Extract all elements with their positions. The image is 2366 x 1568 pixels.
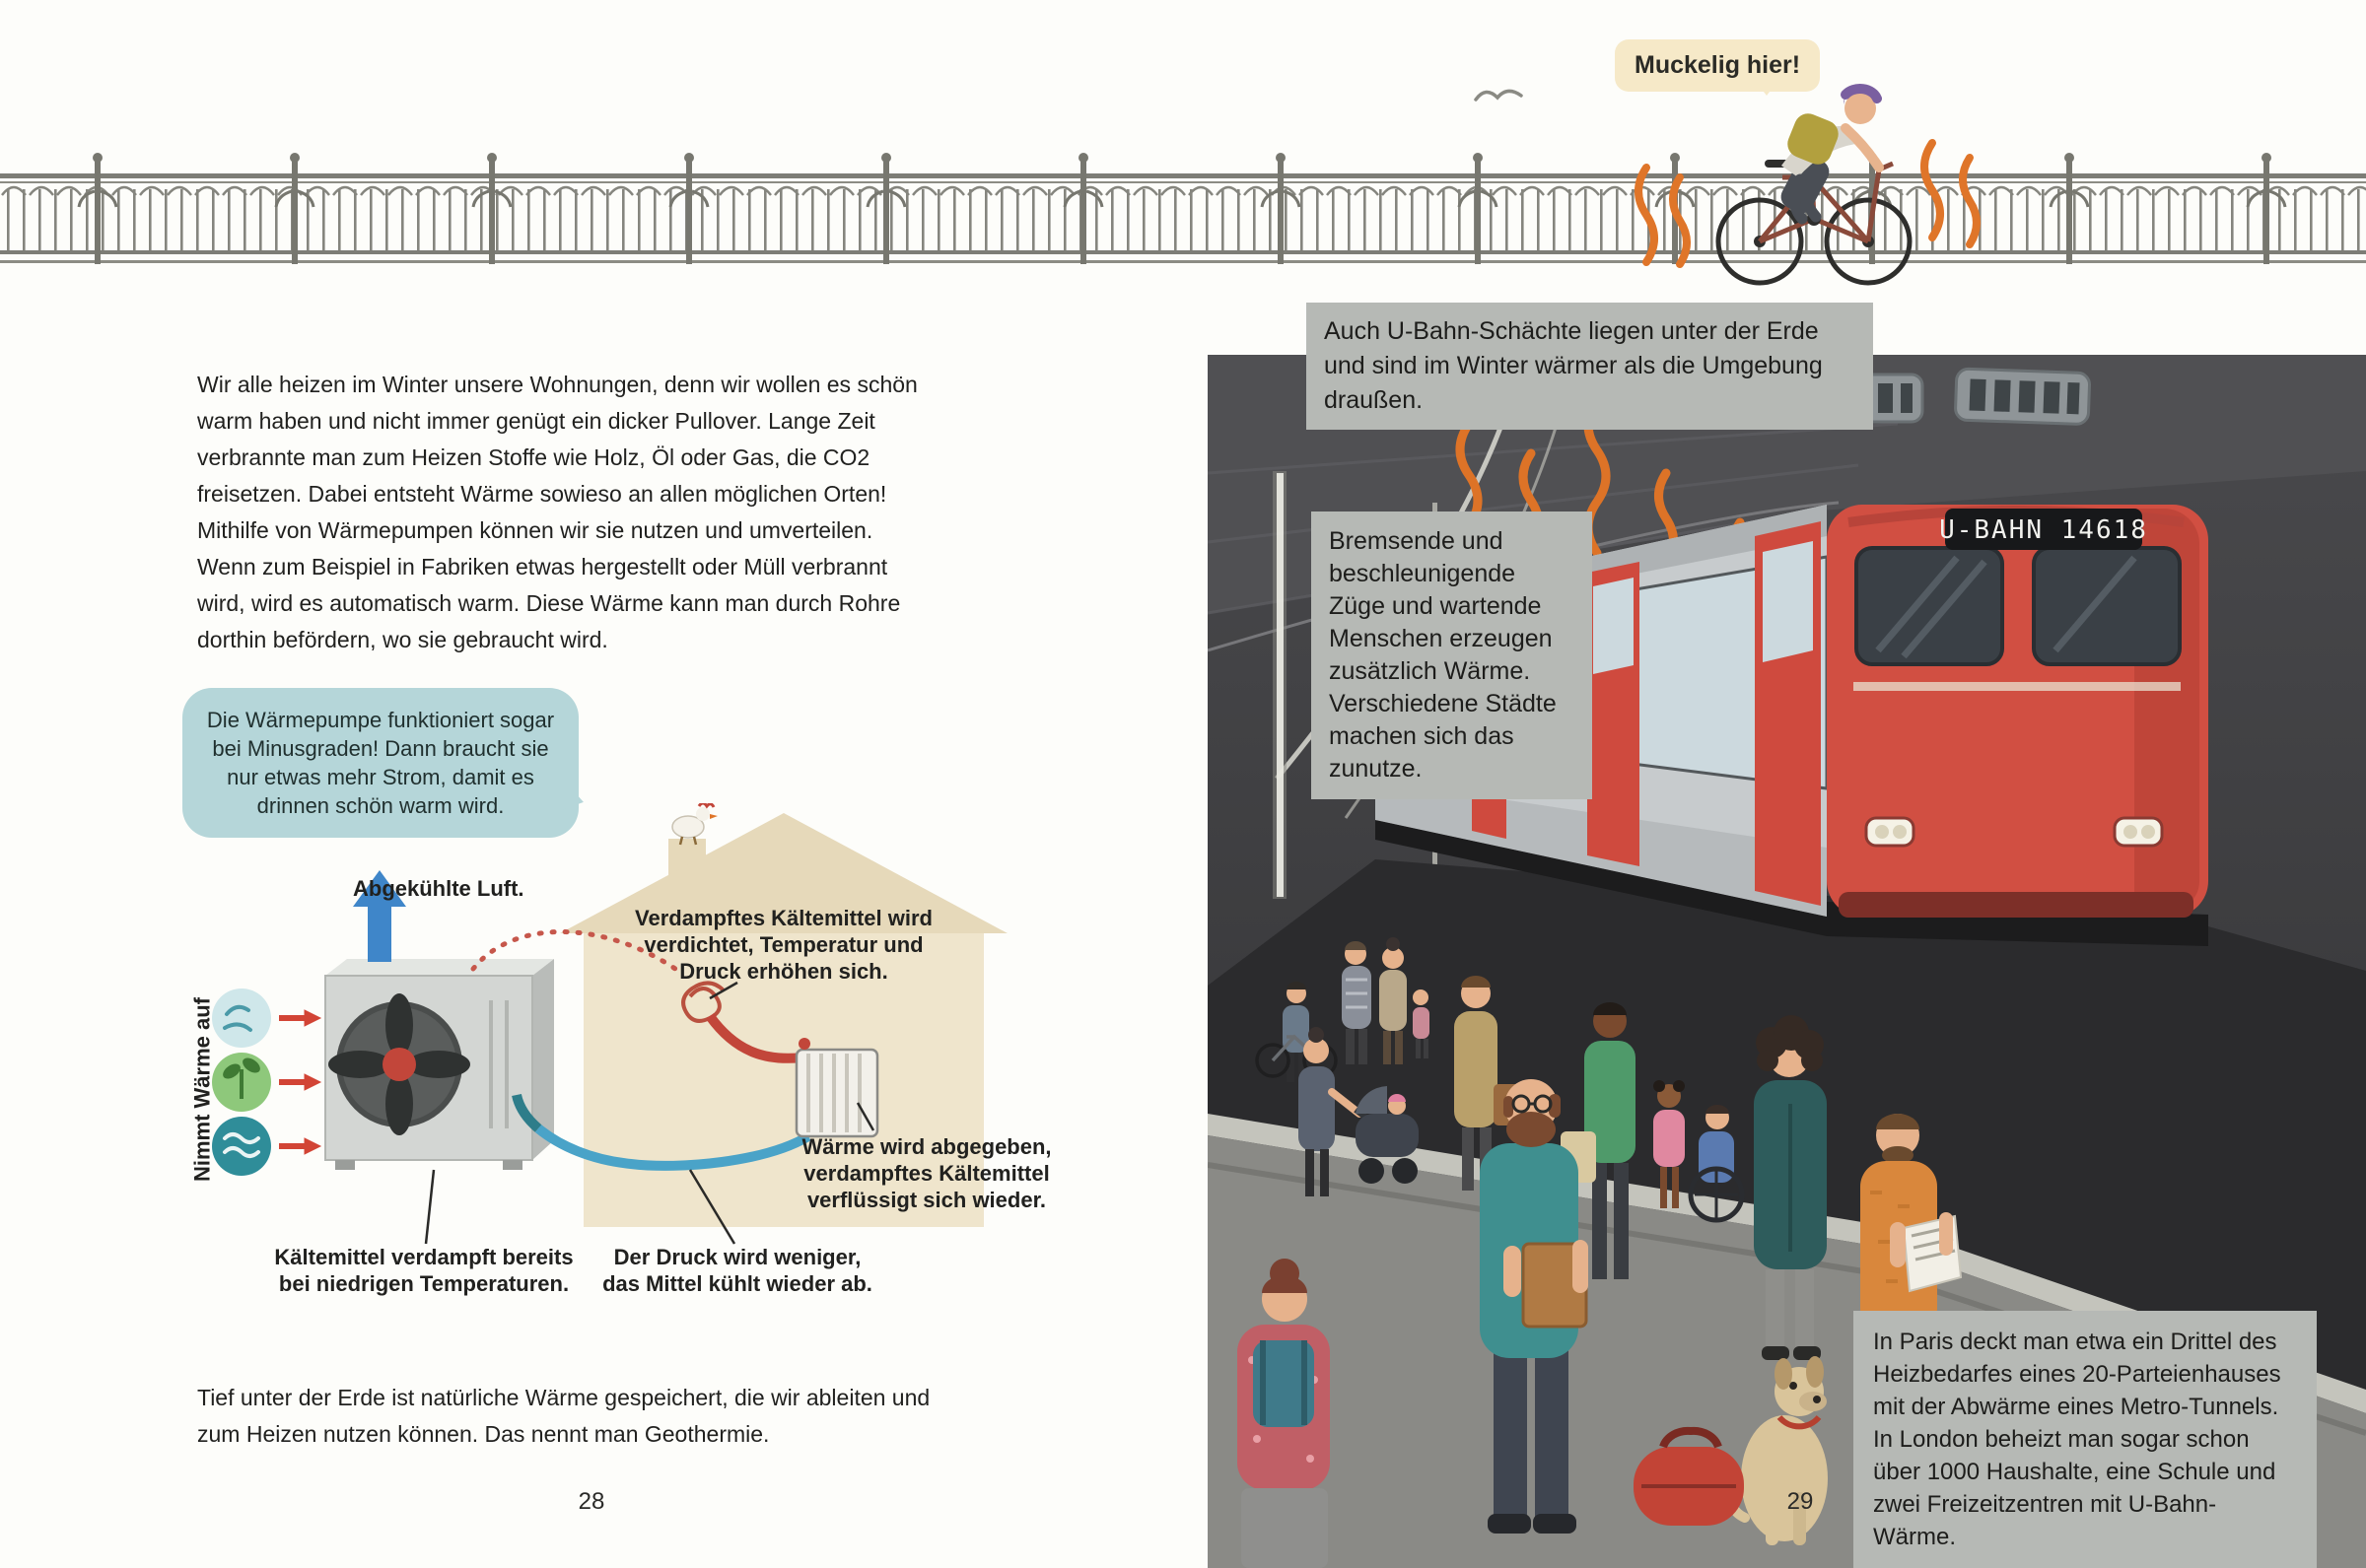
train-front (1827, 505, 2208, 918)
outro-paragraph: Tief unter der Erde ist natürliche Wärme gespeichert, die wir ableiten und zum Heizen nutzen können. Das nennt man Geothermie. (197, 1385, 931, 1447)
heat-squiggles-left (1638, 168, 1687, 264)
destination-sign-text: U-BAHN 14618 (1939, 515, 2148, 545)
intro-paragraph: Wir alle heizen im Winter unsere Wohnungen, denn wir wollen es schön warm haben und nicht immer genügt ein dicker Pullover. Lange Zeit verbrannte man zum Heizen Stoffe wie Holz, Öl oder Gas, die CO2 freisetzen. Dabei entsteht Wärme sowieso an allen möglichen Orten! Mithilfe von Wärmepumpen können wir sie nutzen und umverteilen. Wenn zum Beispiel in Fabriken etwas hergestellt oder Müll verbrannt wird, wird es automatisch warm. Diese Wärme kann man durch Rohre dorthin befördern, wo sie gebraucht wird. (197, 372, 918, 652)
label-cooled-air: Abgekühlte Luft. (353, 876, 524, 901)
radiator (797, 1038, 877, 1136)
label-evaporates: Kältemittel verdampft bereits bei niedrigen Temperaturen. (274, 1245, 574, 1296)
caption-top-text: Auch U-Bahn-Schächte liegen unter der Erde und sind im Winter wärmer als die Umgebung draußen. (1324, 317, 1823, 414)
intake-arrows (279, 1010, 320, 1154)
bird-icon (1474, 84, 1523, 107)
cyclist-speech-bubble (1615, 39, 1820, 92)
caption-bottom (1853, 1311, 2317, 1568)
caption-top (1306, 303, 1873, 430)
label-takes-heat: Nimmt Wärme auf (189, 996, 215, 1183)
heat-source-air-icon (212, 989, 271, 1048)
bumper (1839, 892, 2193, 918)
page-number-right: 29 (1786, 1488, 1814, 1515)
label-pressure: Der Druck wird weniger, das Mittel kühlt wieder ab. (602, 1245, 872, 1296)
stroller (1356, 1114, 1419, 1157)
heat-pump-unit (325, 959, 554, 1170)
page-number-left: 28 (578, 1488, 605, 1515)
caption-bottom-text: In Paris deckt man etwa ein Drittel des Heizbedarfes eines 20-Parteienhauses mit der Abwärme eines Metro-Tunnels. In London beheizt man sogar schon über 1000 Haushalte, eine Schule und zwei Freizeitzentren mit U-Bahn-Wärme. (1873, 1329, 2281, 1550)
heat-pump-speech-bubble (182, 688, 579, 838)
rooster-icon (672, 803, 718, 845)
label-compressed: Verdampftes Kältemittel wird verdichtet, Temperatur und Druck erhöhen sich. (635, 906, 933, 984)
heat-squiggles-right (1924, 143, 1977, 244)
heat-pump-speech-text: Die Wärmepumpe funktioniert sogar bei Minusgraden! Dann braucht sie nur etwas mehr Strom, damit es drinnen schön warm wird. (206, 708, 555, 818)
caption-left (1311, 511, 1592, 799)
label-released: Wärme wird abgegeben, verdampftes Kältemittel verflüssigt sich wieder. (801, 1134, 1052, 1212)
cyclist-speech-text: Muckelig hier! (1635, 51, 1801, 79)
heat-source-plant-icon (212, 1053, 271, 1112)
heat-source-water-icon (212, 1117, 271, 1176)
caption-left-text: Bremsende und beschleunigende Züge und wartende Menschen erzeugen zusätzlich Wärme. Verschiedene Städte machen sich das zunutze. (1329, 527, 1557, 783)
